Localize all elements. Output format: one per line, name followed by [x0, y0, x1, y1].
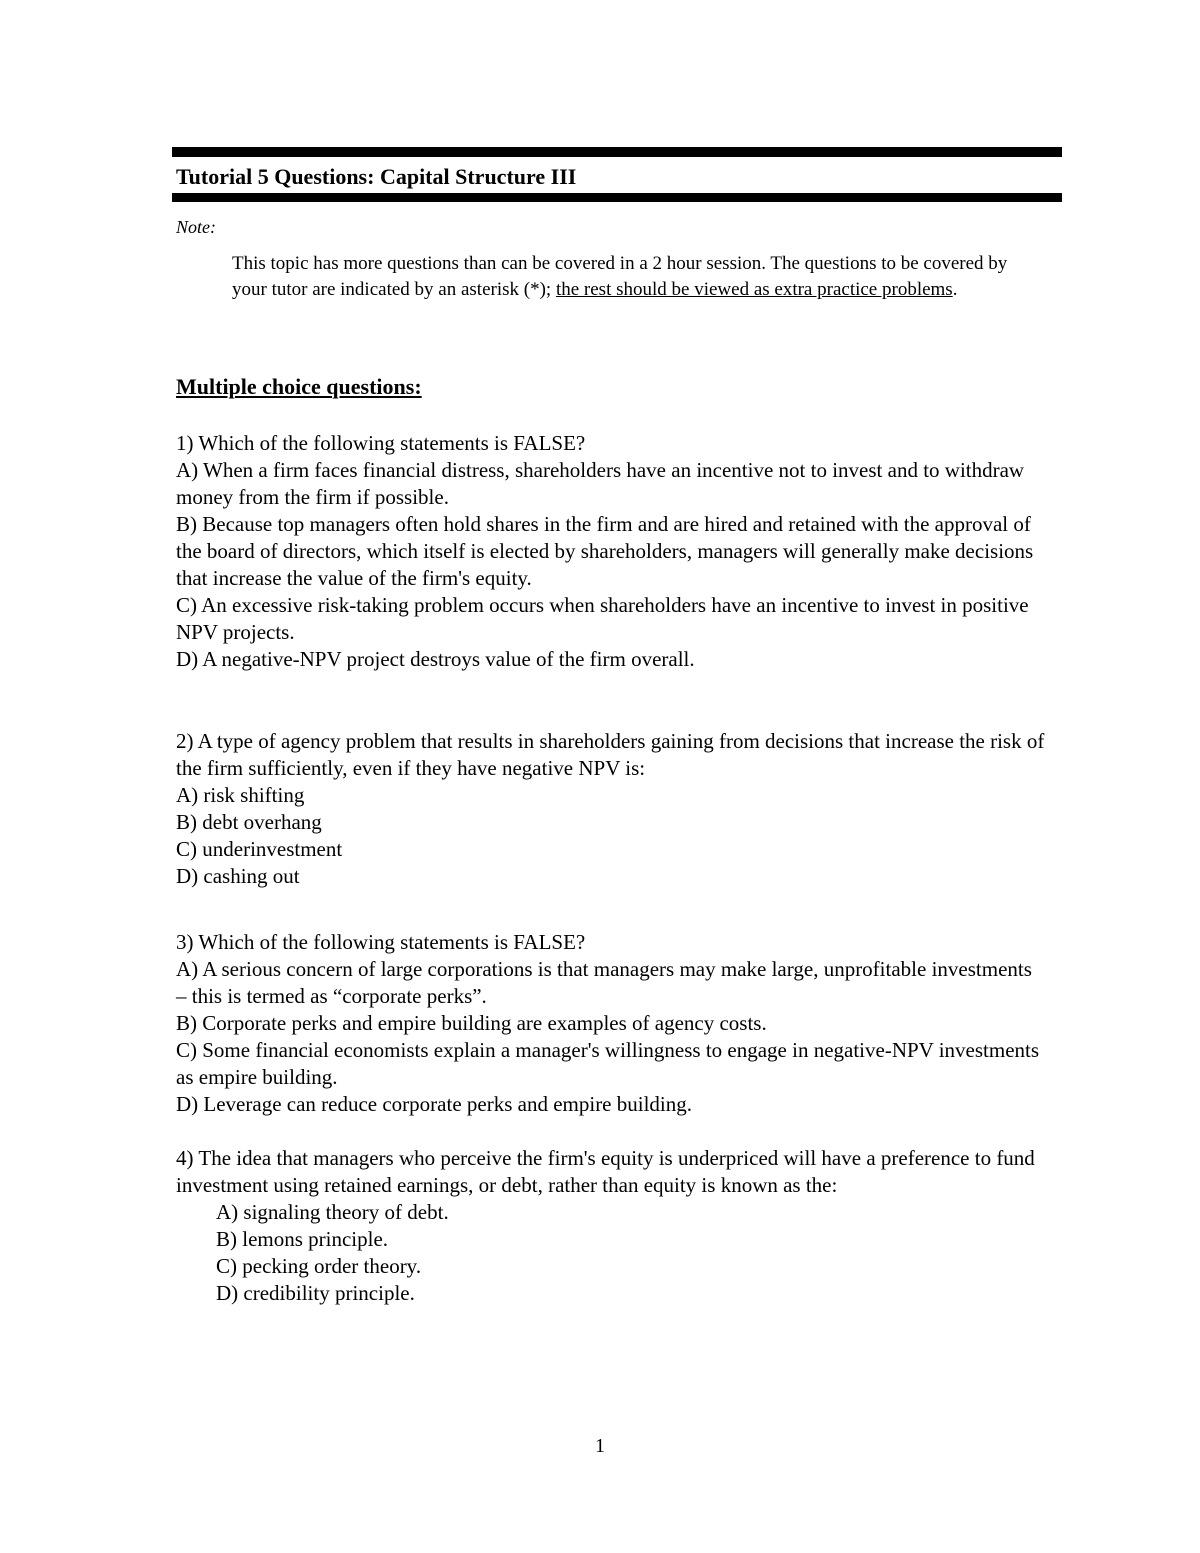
answer-option: A) When a firm faces financial distress, shareholders have an incentive not to invest and to withdraw money from the firm if possible. — [176, 458, 1025, 509]
question-4 — [176, 1145, 1046, 1307]
answer-option: B) Because top managers often hold shares in the firm and are hired and retained with the approval of the board of directors, which itself is elected by shareholders, managers will generally make decisions that increase the value of the firm's equity. — [176, 512, 1034, 590]
answer-option: B) Corporate perks and empire building are examples of agency costs. — [176, 1011, 767, 1035]
header-rule-bottom — [172, 193, 1062, 202]
note-text-underlined: the rest should be viewed as extra practice problems — [555, 278, 953, 300]
note-text-plain: This topic has more questions than can be covered in a 2 hour session. The questions to be covered by your tutor are indicated by an asterisk (*); — [232, 253, 1008, 300]
answer-option: A) risk shifting — [176, 783, 305, 807]
page-number: 1 — [595, 1435, 605, 1457]
question-1 — [176, 430, 1046, 673]
question-stem: 1) Which of the following statements is FALSE? — [176, 431, 586, 455]
answer-option: D) cashing out — [176, 864, 300, 888]
answer-option: C) An excessive risk-taking problem occurs when shareholders have an incentive to invest in positive NPV projects. — [176, 593, 1029, 644]
answer-option: B) lemons principle. — [216, 1227, 389, 1251]
question-stem: 3) Which of the following statements is FALSE? — [176, 930, 586, 954]
answer-option: B) debt overhang — [176, 810, 322, 834]
answer-option: A) A serious concern of large corporations is that managers may make large, unprofitable investments – this is termed as “corporate perks”. — [176, 957, 1032, 1008]
answer-option: D) credibility principle. — [216, 1281, 415, 1305]
answer-option: D) A negative-NPV project destroys value of the firm overall. — [176, 647, 695, 671]
note-text-end: . — [952, 278, 958, 300]
question-2 — [176, 728, 1046, 890]
question-stem: 2) A type of agency problem that results in shareholders gaining from decisions that increase the risk of the firm sufficiently, even if they have negative NPV is: — [176, 729, 1045, 780]
page-title: Tutorial 5 Questions: Capital Structure III — [176, 164, 577, 189]
answer-option: A) signaling theory of debt. — [216, 1200, 449, 1224]
note-label: Note: — [176, 217, 216, 237]
answer-option: D) Leverage can reduce corporate perks and empire building. — [176, 1092, 693, 1116]
question-stem: 4) The idea that managers who perceive the firm's equity is underpriced will have a preference to fund investment using retained earnings, or debt, rather than equity is known as the: — [176, 1146, 1035, 1197]
answer-option: C) Some financial economists explain a manager's willingness to engage in negative-NPV investments as empire building. — [176, 1038, 1040, 1089]
answer-option: C) underinvestment — [176, 837, 343, 861]
note-text — [232, 251, 1032, 302]
answer-option: C) pecking order theory. — [216, 1254, 422, 1278]
section-heading: Multiple choice questions: — [176, 374, 422, 399]
question-3 — [176, 929, 1046, 1118]
header-rule-top — [172, 147, 1062, 157]
